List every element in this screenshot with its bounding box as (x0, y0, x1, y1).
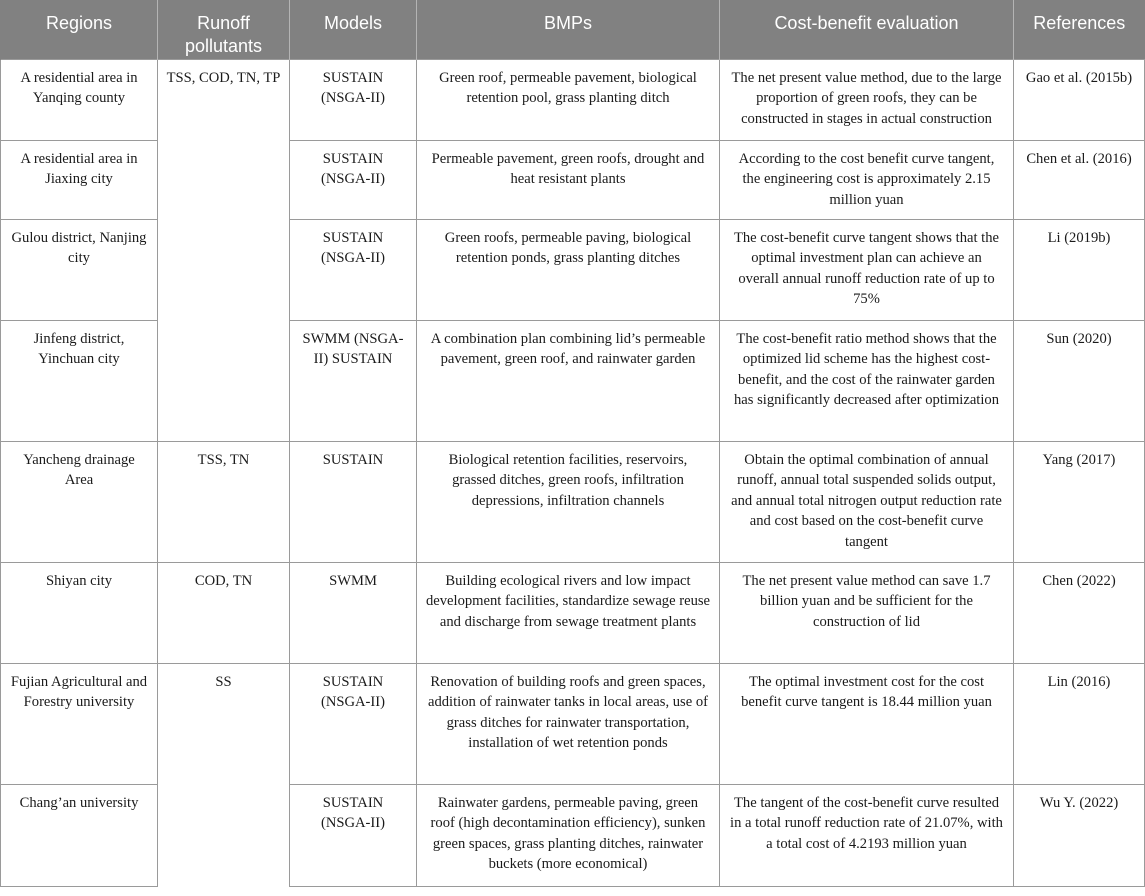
reference-cell: Yang (2017) (1014, 441, 1145, 562)
evaluation-cell: The net present value method can save 1.7 billion yuan and be sufficient for the construction of lid (720, 562, 1014, 663)
pollutants-cell: COD, TN (158, 562, 290, 663)
pollutants-cell: TSS, TN (158, 441, 290, 562)
reference-cell: Lin (2016) (1014, 663, 1145, 784)
models-cell: SUSTAIN (NSGA-II) (290, 140, 417, 219)
header-regions: Regions (1, 0, 158, 59)
region-cell: Jinfeng district, Yinchuan city (1, 320, 158, 441)
evaluation-cell: The optimal investment cost for the cost benefit curve tangent is 18.44 million yuan (720, 663, 1014, 784)
reference-cell: Chen (2022) (1014, 562, 1145, 663)
header-runoff-pollutants (158, 0, 290, 59)
evaluation-cell: According to the cost benefit curve tangent, the engineering cost is approximately 2.15 million yuan (720, 140, 1014, 219)
evaluation-cell: The tangent of the cost-benefit curve resulted in a total runoff reduction rate of 21.07%, with a total cost of 4.2193 million yuan (720, 784, 1014, 886)
models-cell: SUSTAIN (NSGA-II) (290, 663, 417, 784)
bmps-cell: Building ecological rivers and low impact development facilities, standardize sewage reuse and discharge from sewage treatment plants (417, 562, 720, 663)
table-row (1, 562, 1145, 663)
models-cell: SUSTAIN (NSGA-II) (290, 59, 417, 140)
bmps-cell: Biological retention facilities, reservoirs, grassed ditches, green roofs, infiltration depressions, infiltration channels (417, 441, 720, 562)
reference-cell: Li (2019b) (1014, 219, 1145, 320)
models-cell: SWMM (NSGA-II) SUSTAIN (290, 320, 417, 441)
reference-cell: Gao et al. (2015b) (1014, 59, 1145, 140)
models-cell: SUSTAIN (NSGA-II) (290, 219, 417, 320)
bmps-cell: Rainwater gardens, permeable paving, green roof (high decontamination efficiency), sunken green spaces, grass planting ditches, rainwater buckets (more economical) (417, 784, 720, 886)
header-models: Models (290, 0, 417, 59)
evaluation-cell: The net present value method, due to the large proportion of green roofs, they can be constructed in stages in actual construction (720, 59, 1014, 140)
region-cell: Fujian Agricultural and Forestry university (1, 663, 158, 784)
models-cell: SUSTAIN (NSGA-II) (290, 784, 417, 886)
region-cell: A residential area in Jiaxing city (1, 140, 158, 219)
header-pollutants-line1: Runoff (197, 13, 250, 33)
region-cell: A residential area in Yanqing county (1, 59, 158, 140)
models-cell: SWMM (290, 562, 417, 663)
region-cell: Gulou district, Nanjing city (1, 219, 158, 320)
bmps-cell: Green roofs, permeable paving, biological retention ponds, grass planting ditches (417, 219, 720, 320)
evaluation-cell: The cost-benefit curve tangent shows that the optimal investment plan can achieve an overall annual runoff reduction rate of up to 75% (720, 219, 1014, 320)
table-row (1, 441, 1145, 562)
models-cell: SUSTAIN (290, 441, 417, 562)
bmps-cell: Renovation of building roofs and green spaces, addition of rainwater tanks in local areas, use of grass ditches for rainwater transportation, installation of wet retention ponds (417, 663, 720, 784)
reference-cell: Wu Y. (2022) (1014, 784, 1145, 886)
reference-cell: Chen et al. (2016) (1014, 140, 1145, 219)
evaluation-cell: Obtain the optimal combination of annual runoff, annual total suspended solids output, and annual total nitrogen output reduction rate and cost based on the cost-benefit curve tangent (720, 441, 1014, 562)
header-references: References (1014, 0, 1145, 59)
pollutants-cell: SS (158, 663, 290, 886)
header-bmps: BMPs (417, 0, 720, 59)
table-row (1, 59, 1145, 140)
header-pollutants-line2: pollutants (184, 36, 263, 56)
bmps-cell: Permeable pavement, green roofs, drought and heat resistant plants (417, 140, 720, 219)
reference-cell: Sun (2020) (1014, 320, 1145, 441)
region-cell: Shiyan city (1, 562, 158, 663)
pollutants-cell: TSS, COD, TN, TP (158, 59, 290, 441)
bmps-cell: Green roof, permeable pavement, biological retention pool, grass planting ditch (417, 59, 720, 140)
table-header-row (1, 0, 1145, 59)
table-row (1, 663, 1145, 784)
region-cell: Yancheng drainage Area (1, 441, 158, 562)
evaluation-cell: The cost-benefit ratio method shows that the optimized lid scheme has the highest cost-benefit, and the cost of the rainwater garden has significantly decreased after optimization (720, 320, 1014, 441)
header-evaluation: Cost-benefit evaluation (720, 0, 1014, 59)
bmps-cell: A combination plan combining lid’s permeable pavement, green roof, and rainwater garden (417, 320, 720, 441)
region-cell: Chang’an university (1, 784, 158, 886)
